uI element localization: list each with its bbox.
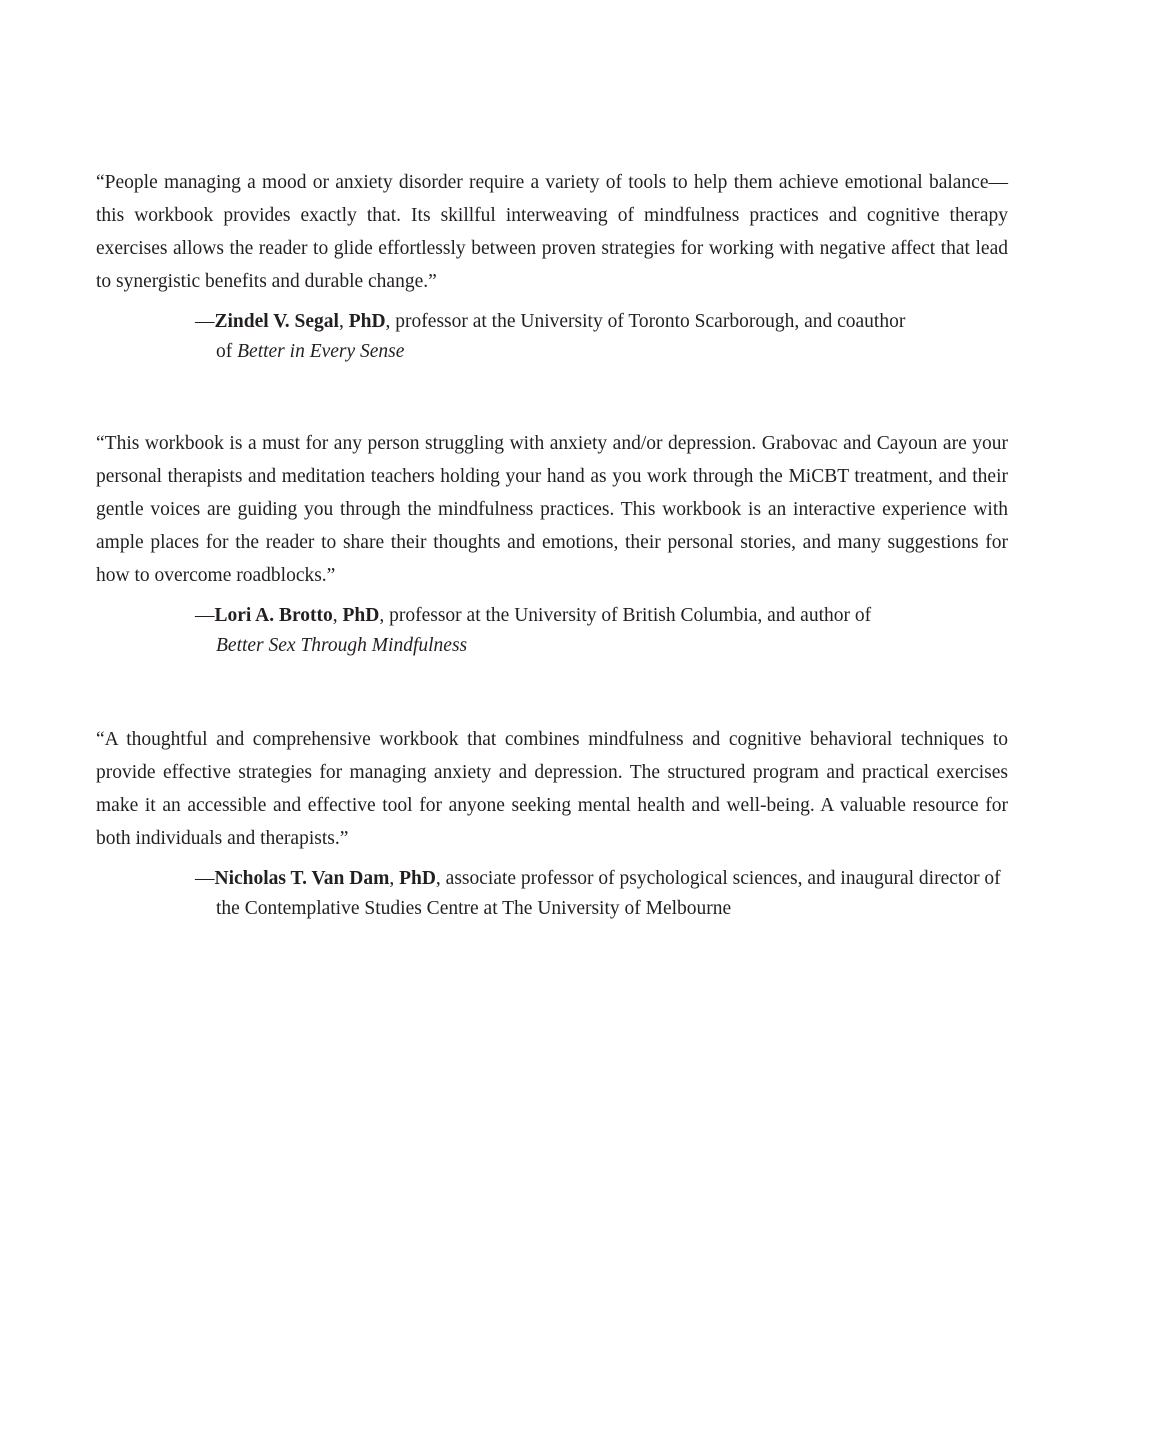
- endorser-degree: PhD: [342, 605, 380, 626]
- endorser-name: Zindel V. Segal: [214, 311, 339, 332]
- attribution-dash: —: [195, 605, 215, 626]
- endorser-book-title: Better in Every Sense: [237, 341, 405, 362]
- attribution-dash: —: [195, 868, 215, 889]
- endorsement-van-dam: [96, 723, 1008, 924]
- endorser-description: , associate professor of psychological sciences, and inaugural director of the Contemplative Studies Centre at The University of Melbourne: [216, 868, 1001, 919]
- endorsement-quote: “People managing a mood or anxiety disorder require a variety of tools to help them achieve emotional balance—this workbook provides exactly that. Its skillful interweaving of mindfulness practices and cognitive therapy exercises allows the reader to glide effortlessly between proven strategies for working with negative affect that lead to synergistic benefits and durable change.”: [96, 172, 1008, 292]
- endorsement-segal: [96, 166, 1008, 367]
- endorser-description: , professor at the University of Toronto Scarborough, and coauthor of: [216, 311, 906, 362]
- endorsement-attribution: [96, 864, 1016, 924]
- endorsement-quote: “This workbook is a must for any person struggling with anxiety and/or depression. Grabovac and Cayoun are your personal therapists and meditation teachers holding your hand as you work through the MiCBT treatment, and their gentle voices are guiding you through the mindfulness practices. This workbook is an interactive experience with ample places for the reader to share their thoughts and emotions, their personal stories, and many suggestions for how to overcome roadblocks.”: [96, 433, 1008, 586]
- attribution-comma: ,: [389, 868, 400, 889]
- endorser-degree: PhD: [399, 868, 436, 889]
- attribution-comma: ,: [332, 605, 343, 626]
- endorsement-brotto: [96, 427, 1008, 661]
- endorser-name: Nicholas T. Van Dam: [214, 868, 390, 889]
- endorsement-attribution: [96, 601, 906, 661]
- endorsement-attribution: [96, 307, 906, 367]
- endorser-description: , professor at the University of British Columbia, and author of: [379, 605, 872, 626]
- endorser-book-title: Better Sex Through Mindfulness: [216, 635, 468, 656]
- endorsement-quote: “A thoughtful and comprehensive workbook that combines mindfulness and cognitive behavioral techniques to provide effective strategies for managing anxiety and depression. The structured program and practical exercises make it an accessible and effective tool for anyone seeking mental health and well-being. A valuable resource for both individuals and therapists.”: [96, 729, 1008, 849]
- attribution-dash: —: [195, 311, 215, 332]
- endorser-name: Lori A. Brotto: [214, 605, 333, 626]
- attribution-comma: ,: [338, 311, 349, 332]
- endorser-degree: PhD: [348, 311, 386, 332]
